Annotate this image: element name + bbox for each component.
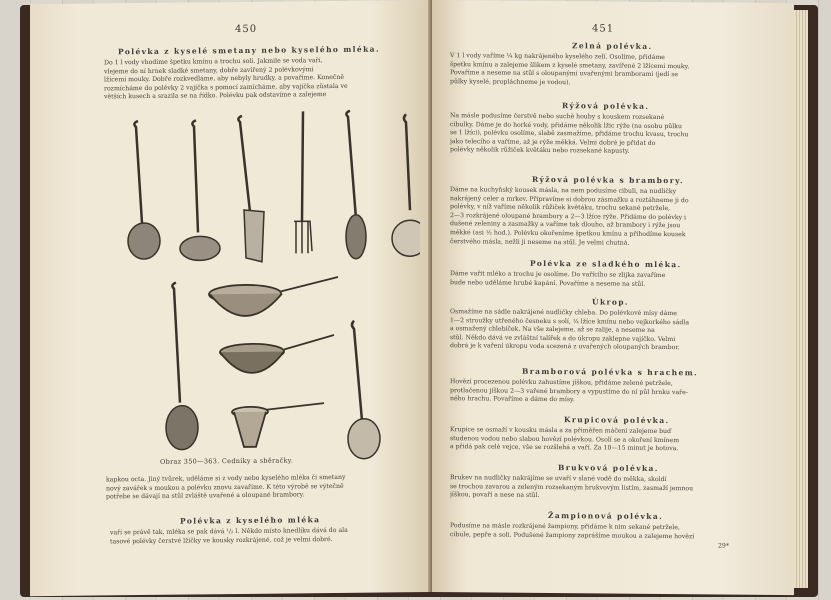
text-line: lžícemi mouky. Dobře rozkvedláme, aby nebyly hrudky, a povaříme. Konečně <box>104 74 345 84</box>
text-line: Brukev na nudličky nakrájíme se uvaří v slané vodě do měkka, skoldí <box>450 474 667 484</box>
ladles-and-strainers-illustration <box>100 100 420 466</box>
left-paragraph-3 <box>110 526 430 547</box>
text-line: nakrájený celer a mrkev. Připravíme si dobrou zásmažku a roztáhneme ji do <box>450 194 689 204</box>
section-heading: Krupicová polévka. <box>564 415 670 426</box>
section-text <box>450 522 788 542</box>
text-line: V 1 l vody vaříme ¼ kg nakrájeného kyselého zelí. Osolíme, přidáme <box>450 52 665 62</box>
text-line: Do 1 l vody vhodíme špetku kmínu a trochu soli. Jakmile se voda vaří, <box>104 57 323 67</box>
text-line: měkké (asi ½ hod.). Polévku okořeníme špetkou kmínu a přihodíme kousek <box>450 229 686 239</box>
fork-icon <box>294 111 312 253</box>
section-heading: Brukvová polévka. <box>558 463 659 473</box>
section-text <box>450 186 788 249</box>
left-heading: Polévka z kyselé smetany nebo kyselého mléka. <box>118 44 380 57</box>
text-line: kapkou octa. Jiný tvůrek, uděláme si z vody nebo kyselého mléka či smetany <box>106 473 346 484</box>
section-heading: Zelná polévka. <box>572 41 653 51</box>
text-line: stůl. Někdo dává ve zvláštní talířek a do úkropu zaklepne vajíčko. Velmi <box>450 333 676 343</box>
text-line: špetku kmínu a zalejeme šlikem z kyselé smetany, zavířené 2 lžícemi mouky. <box>450 60 690 70</box>
text-line: 2—3 rozkrájené oloupané brambory a 2—3 lžíce rýže. Přidáme do polévky i <box>450 211 687 221</box>
tea-strainer-icon <box>232 403 324 447</box>
page-edges <box>794 10 808 588</box>
text-line: vaří se právě tak, mléka se pak dává ¹/₂ l. Někdo místo knedlíku dává do ala <box>110 526 348 537</box>
colander-icon <box>209 277 338 316</box>
text-line: polévky, v níž vaříme několik růžiček květáku, trochu sekané petržele, <box>450 203 671 213</box>
text-line: větších kusech a srazila se na řídko. Polévku pak odstavíme a zalejeme <box>104 91 327 101</box>
text-line: a osmažený chlebíček. Na vše zalejeme, až se zalije, a neseme na <box>450 325 655 335</box>
section-text <box>450 378 788 407</box>
section-heading: Rýžová polévka. <box>562 101 650 111</box>
text-line: tasové polévky čerstvé lžíčky ve kousky rozkrájené, což je velmi dobré. <box>110 535 333 545</box>
skimmer-icon <box>348 321 380 459</box>
text-line: se trochou zavarou a zeleným rozsekaným brukvovým listím, zasmaží jemnou <box>450 482 694 492</box>
left-page-number: 450 <box>235 23 258 36</box>
text-line: půlky kyselé, propláchneme je vodou). <box>450 77 571 86</box>
section-text <box>450 52 788 89</box>
text-line: se 1 lžíci), polévku osolíme, slabě zasmažíme, přidáme trochu kvasu, trochu <box>450 129 689 139</box>
text-line: čerstvého másla, nežli ji neseme na stůl. Je velmi chutná. <box>450 237 630 247</box>
text-line: studenou vodou nebo slabou hovězí polévkou. Osolí se a okoření kmínem <box>450 434 680 444</box>
text-line: potřebe se dávají na stůl zvláště uvařené a oloupané brambory. <box>106 491 305 501</box>
signature-mark: 29* <box>718 542 729 550</box>
text-line: bude nebo uděláme hrubé kapání. Povaříme a neseme na stůl. <box>450 278 646 288</box>
left-heading-2: Polévka z kyselého mléka <box>180 515 321 526</box>
left-paragraph <box>104 56 424 102</box>
skimmer-icon <box>392 114 420 256</box>
ladle-icon <box>346 111 366 259</box>
text-line: a přidá pak celé vejce, vše se rozšlehá a vaří. Za 10—15 minut je hotova. <box>450 443 679 453</box>
left-paragraph-2 <box>106 473 426 502</box>
left-page <box>30 0 430 596</box>
section-heading: Bramborová polévka s hrachem. <box>522 366 699 378</box>
ladle-icon <box>128 121 160 259</box>
text-line: 1—2 stroužky utřeného česneku s solí, ¼ lžíce kmínu nebo vejkorkého sádla <box>450 316 690 326</box>
text-line: Povaříme a neseme na stůl s oloupanými uvařenými bramborami (jedí se <box>450 69 679 79</box>
colander-icon <box>220 335 334 373</box>
section-heading: Rýžová polévka s brambory. <box>532 174 684 186</box>
text-line: jako telecího a vaříme, až je rýže měkká. Velmi dobré je přidat do <box>450 137 656 147</box>
text-line: vlejeme do ní hrnek sladké smetany, dobře zavířený 2 polévkovými <box>104 65 314 76</box>
text-line: cibulky. Dáme je do horké vody, přidáme několik lžic rýže (na osobu půlku <box>450 120 682 130</box>
section-heading: Žampionová polévka. <box>548 511 664 522</box>
section-text <box>450 308 788 354</box>
text-line: dušené zeleniny a zasmažky a vaříme tak dlouho, až brambory i rýže jsou <box>450 220 681 230</box>
text-line: protlačenou jíškou 2—3 vařené brambory a vypustíme do ní půl hrnku vaře- <box>450 386 688 396</box>
section-text <box>450 426 788 455</box>
section-heading: Polévka ze sladkého mléka. <box>530 258 682 270</box>
text-line: polévky několik růžiček květáku nebo rozsekané kapusty. <box>450 146 630 156</box>
text-line: Dáme na kuchyňský kousek másla, na nem podusíme cibuli, na nudličky <box>450 186 677 196</box>
right-page-number: 451 <box>592 23 615 35</box>
text-line: dobrá je k vaření úkropu voda scezená z uvařených oloupaných brambor. <box>450 342 680 352</box>
text-line: cibule, pepře a soli. Podušené žampiony zaprášíme moukou a zalejeme hovězí <box>450 530 695 540</box>
section-text <box>450 112 788 158</box>
ladle-icon <box>180 120 220 260</box>
right-page <box>432 0 794 595</box>
section-text <box>450 474 788 503</box>
text-line: Dáme vařit mléko a trochu je osolíme. Do vařícího se zlijka zavaříme <box>450 270 666 280</box>
text-line: Hovězí procezenou polévku zahustíme jíškou, přidáme zelené petržele, <box>450 378 673 388</box>
ladle-icon <box>166 282 198 449</box>
text-line: Osmažíme na sádle nakrájené nudličky chleba. Do polévkové mísy dáme <box>450 308 677 318</box>
section-heading: Úkrop. <box>592 297 629 307</box>
text-line: nový zavářek s moukou a polévku znovu zavaříme. K této výrobě se výtečně <box>106 482 344 492</box>
text-line: Krupice se osmaží v kousku másla a za přiměřen máčení zalejeme buď <box>450 426 671 436</box>
section-text <box>450 270 788 290</box>
figure-caption: Obraz 350—363. Cedníky a sběračky. <box>160 456 294 466</box>
text-line: Podusíme na másle rozkrájené žampiony, přidáme k nim sekané petržele, <box>450 522 680 532</box>
text-line: Na másle podusíme čerstvě nebo suchě houby s kouskem rozsekané <box>450 112 665 122</box>
text-line: jíškou, povaří a nese na stůl. <box>450 491 540 500</box>
text-line: ného hrachu. Povaříme a dáme do mísy. <box>450 395 575 404</box>
spatula-icon <box>238 116 264 262</box>
text-line: rozmícháme do polévky 2 vajíčka s pomocí zamícháme, aby vajíčka zůstala ve <box>104 82 348 93</box>
